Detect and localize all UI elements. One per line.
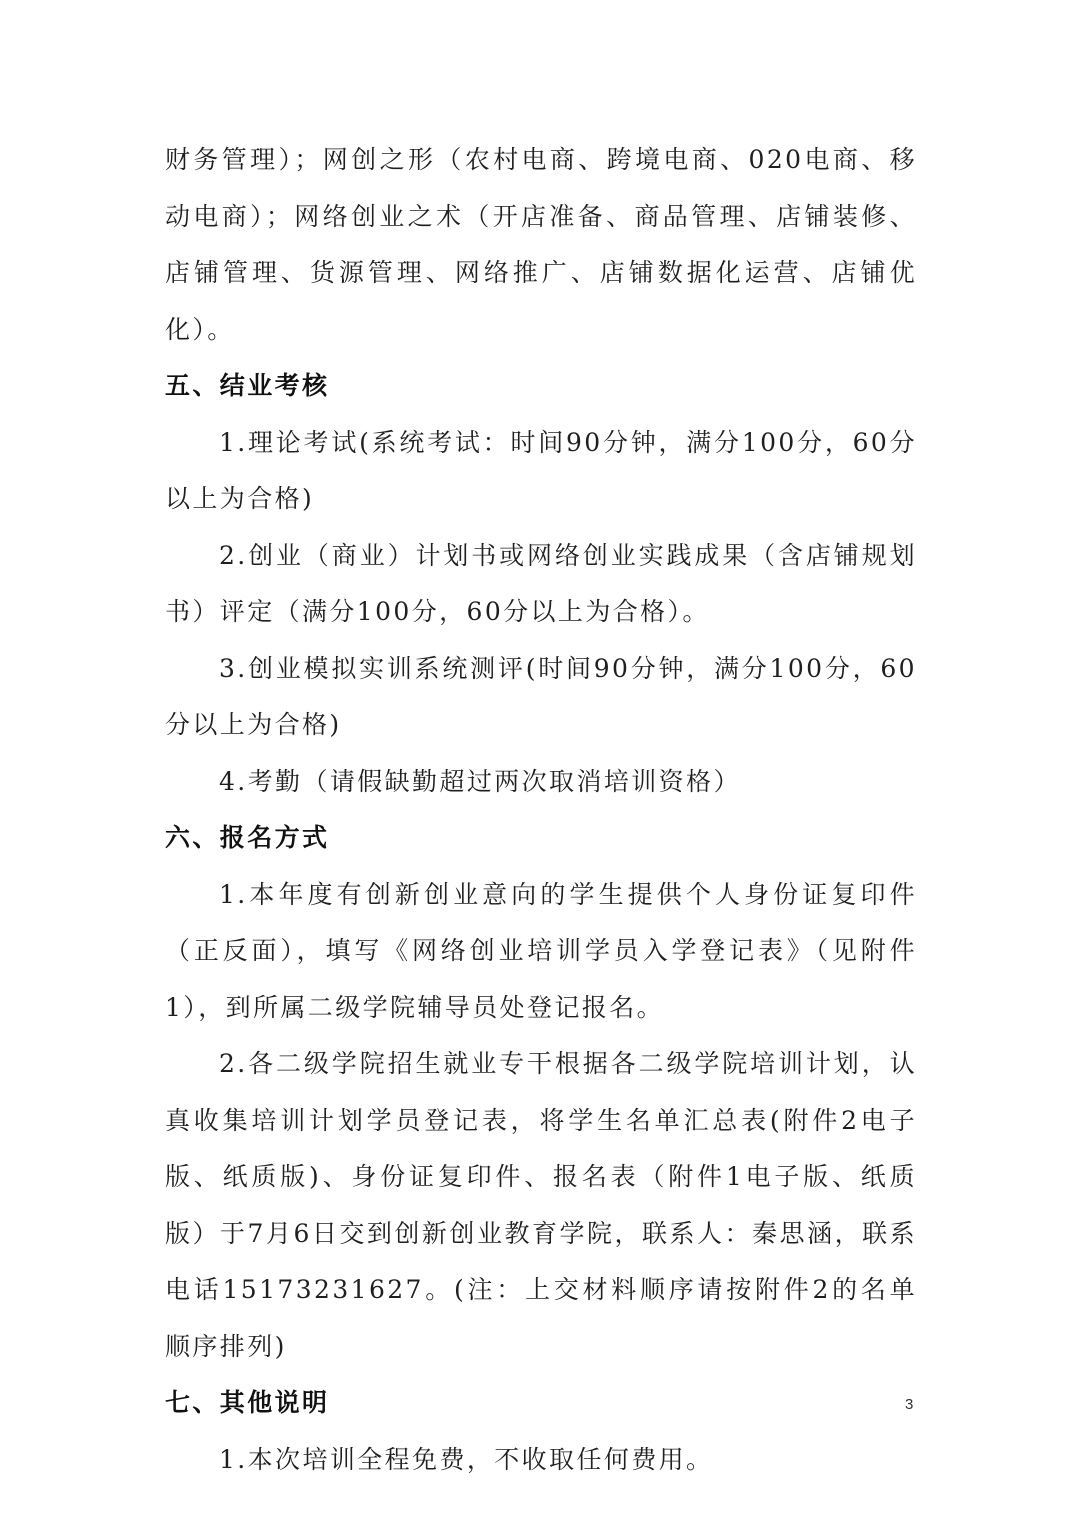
section-heading-completion-assessment: 五、结业考核 [165,371,330,400]
section-heading-registration: 六、报名方式 [165,823,330,852]
assessment-item-4: 4.考勤（请假缺勤超过两次取消培训资格） [219,766,741,796]
intro-paragraph: 财务管理）；网创之形（农村电商、跨境电商、020电商、移动电商）；网络创业之术（开店准备、商品管理、店铺装修、店铺管理、货源管理、网络推广、店铺数据化运营、店铺优化）。 [165,145,917,344]
page-number: 3 [905,1396,914,1413]
registration-item-2: 2.各二级学院招生就业专干根据各二级学院培训计划，认真收集培训计划学员登记表，将学生名单汇总表(附件2电子版、纸质版)、身份证复印件、报名表（附件1电子版、纸质版）于7月6日交到创新创业教育学院，联系人：秦思涵，联系电话15173231627。(注：上交材料顺序请按附件2的名单顺序排列) [165,1049,917,1361]
document-body [165,132,917,1488]
registration-item-1: 1.本年度有创新创业意向的学生提供个人身份证复印件（正反面），填写《网络创业培训学员入学登记表》（见附件1），到所属二级学院辅导员处登记报名。 [165,879,917,1022]
assessment-item-3: 3.创业模拟实训系统测评(时间90分钟，满分100分，60分以上为合格) [165,653,917,739]
other-notes-item-1: 1.本次培训全程免费，不收取任何费用。 [219,1444,714,1474]
assessment-item-1: 1.理论考试(系统考试：时间90分钟，满分100分，60分以上为合格) [165,427,917,513]
assessment-item-2: 2.创业（商业）计划书或网络创业实践成果（含店铺规划书）评定（满分100分，60分以上为合格）。 [165,540,917,626]
section-heading-other-notes: 七、其他说明 [165,1388,330,1417]
